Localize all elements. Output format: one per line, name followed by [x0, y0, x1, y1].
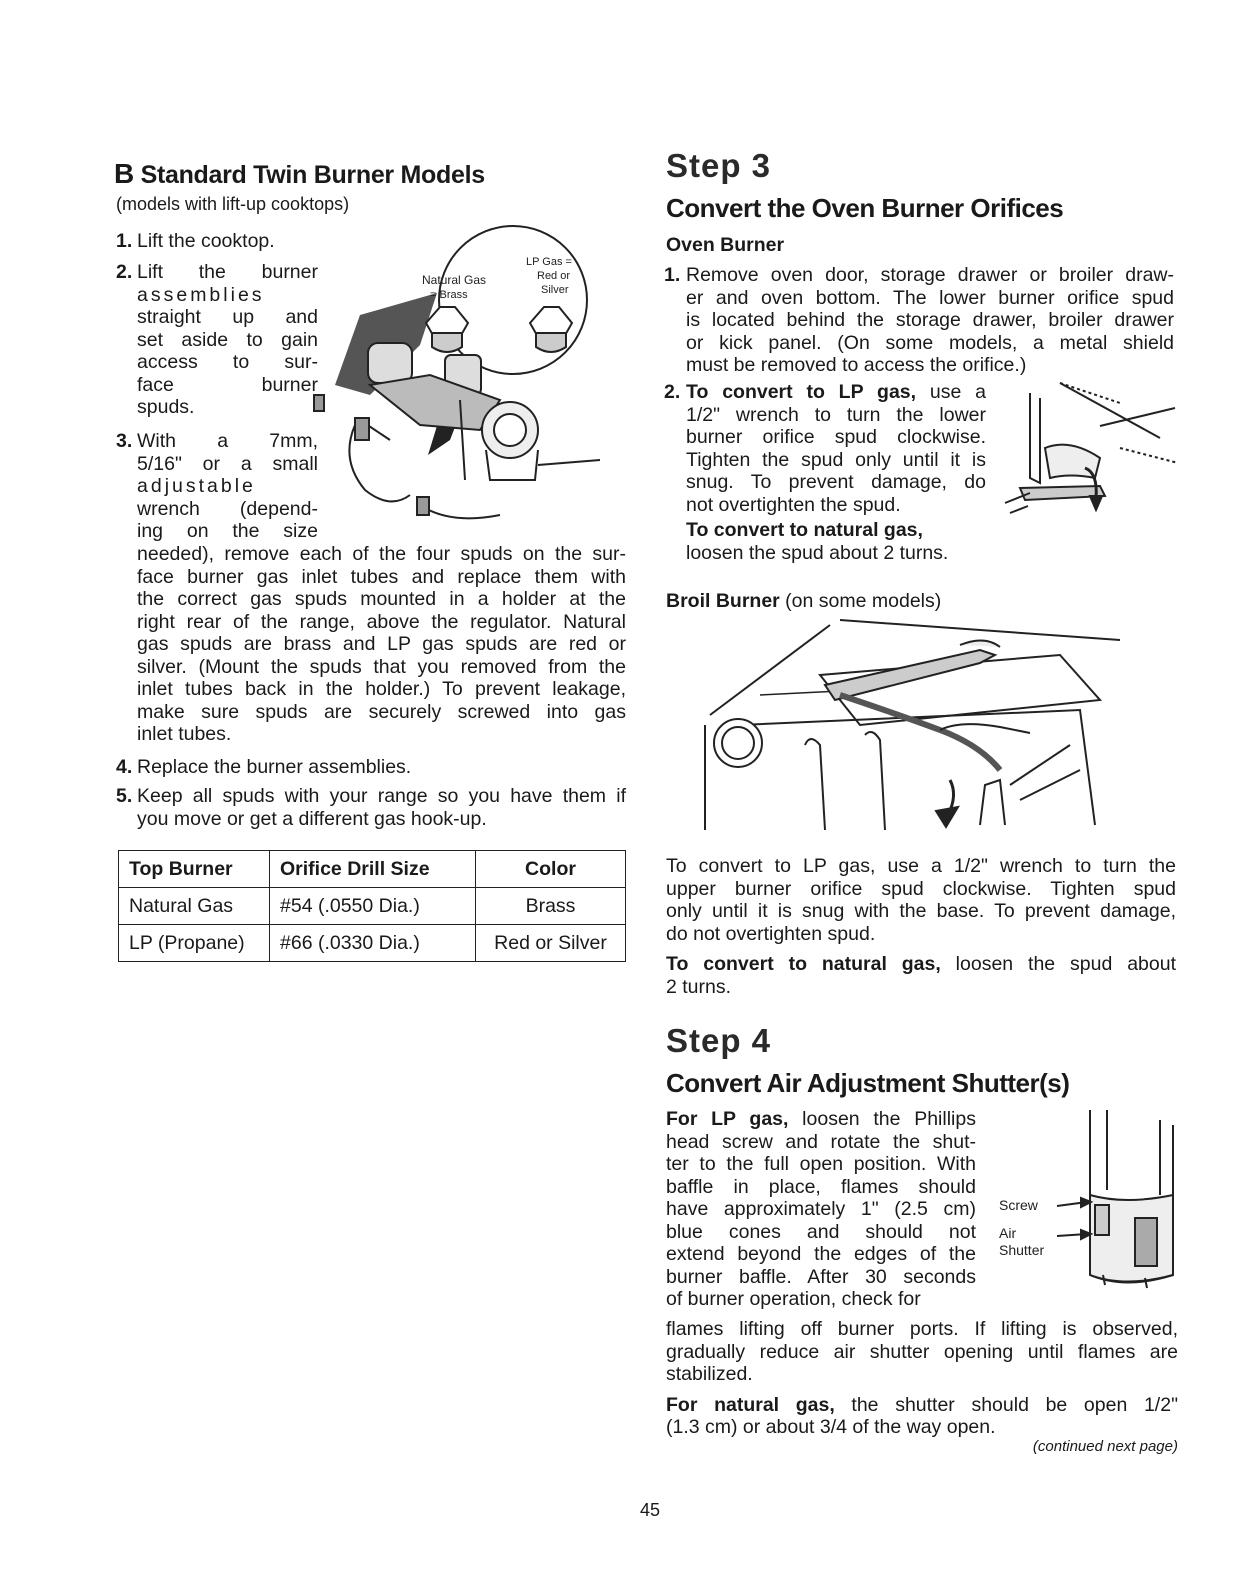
table-cell: #54 (.0550 Dia.) [270, 888, 476, 925]
step-text [137, 261, 318, 419]
broil-heading-bold: Broil Burner [666, 590, 780, 612]
broil-burner-diagram [700, 615, 1120, 835]
text-line: is located behind the storage drawer, broiler drawer [686, 309, 1174, 331]
text-fragment: loosen the spud about [940, 953, 1176, 975]
text-line: spuds. [137, 396, 195, 418]
text-line: burner orifice spud clockwise. [686, 426, 986, 448]
step-text [137, 430, 318, 543]
text-line: baffle in place, flames should [666, 1175, 976, 1198]
text-line: assemblies [137, 283, 265, 306]
table-cell: Red or Silver [476, 925, 626, 962]
text-line: must be removed to access the orifice.) [686, 354, 1027, 376]
step-item-3 [116, 430, 316, 545]
section-heading [114, 158, 485, 190]
lp-instruction-bold: To convert to LP gas, [686, 381, 917, 403]
step-text [137, 785, 626, 830]
table-header: Color [476, 851, 626, 888]
text-line: gradually reduce air shutter opening until flames are [666, 1340, 1178, 1363]
step-item-5 [116, 785, 626, 835]
text-line: head screw and rotate the shut- [666, 1130, 976, 1153]
text-line: Tighten the spud only until it is [686, 448, 986, 471]
step-text [686, 381, 986, 564]
text-fragment: loosen the Phillips [788, 1108, 976, 1130]
step-3-title: Step 3 [666, 147, 772, 184]
burner-spud-diagram [300, 225, 630, 535]
lower-orifice-diagram [1000, 378, 1180, 523]
text-line: straight up and [137, 306, 318, 328]
section-subtitle: (models with lift-up cooktops) [116, 194, 350, 214]
text-line: not overtighten the spud. [686, 493, 901, 516]
text-line: Remove oven door, storage drawer or broiler draw- [686, 264, 1174, 286]
text-line: face burner [137, 373, 318, 396]
air-shutter-diagram [995, 1110, 1180, 1290]
text-line: stabilized. [666, 1363, 753, 1385]
text-fragment: the shutter should be open 1/2" [834, 1393, 1178, 1416]
text-line: snug. To prevent damage, do [686, 471, 986, 493]
step-number: 2. [664, 381, 681, 403]
section-title: Standard Twin Burner Models [140, 161, 485, 189]
text-line: flames lifting off burner ports. If lifting is observed, [666, 1318, 1178, 1340]
natural-gas-bold: For natural gas, [666, 1393, 835, 1416]
table-header: Top Burner [119, 851, 270, 888]
text-line: wrench (depend- [137, 497, 318, 520]
table-header-row [119, 851, 626, 888]
broil-burner-heading [666, 590, 941, 613]
text-line: do not overtighten spud. [666, 922, 876, 945]
text-line: To convert to LP gas, use a 1/2" wrench to turn the [666, 855, 1176, 877]
text-line: 1/2" wrench to turn the lower [686, 403, 986, 426]
step-text [686, 264, 1174, 377]
oven-step-1 [664, 264, 1174, 379]
silver-label: Silver [541, 284, 569, 296]
step-number: 3. [116, 430, 133, 452]
screw-label: Screw [999, 1197, 1038, 1213]
page-number: 45 [640, 1500, 661, 1520]
broil-instructions [666, 855, 1176, 998]
text-line: right rear of the range, above the regulator. Natural [137, 610, 626, 633]
brass-label: = Brass [430, 289, 468, 301]
lp-gas-bold: For LP gas, [666, 1108, 789, 1130]
text-line: (1.3 cm) or about 3/4 of the way open. [666, 1416, 996, 1438]
table-cell: #66 (.0330 Dia.) [270, 925, 476, 962]
text-line: inlet tubes back in the holder.) To prevent leakage, [137, 678, 626, 700]
table-cell: Natural Gas [119, 888, 270, 925]
air-label: Air [999, 1225, 1017, 1241]
text-line: have approximately 1" (2.5 cm) [666, 1198, 976, 1220]
section-letter: B [114, 158, 134, 189]
shutter-label: Shutter [999, 1242, 1045, 1258]
red-or-label: Red or [537, 270, 571, 282]
natural-gas-label: Natural Gas [422, 273, 487, 287]
text-line: or kick panel. (On some models, a metal shield [686, 331, 1174, 354]
step-4-lp-instructions [666, 1108, 976, 1311]
brass-spud-icon [426, 307, 468, 352]
table-cell: Brass [476, 888, 626, 925]
step-number: 5. [116, 785, 133, 807]
text-fragment: (on some models) [779, 590, 942, 612]
step-3-continuation [137, 543, 626, 746]
text-line: of burner operation, check for [666, 1288, 921, 1310]
step-number: 4. [116, 756, 133, 778]
step-number: 1. [116, 230, 133, 252]
text-fragment: use a [916, 381, 986, 403]
table-header: Orifice Drill Size [270, 851, 476, 888]
step-4-lp-continuation [666, 1318, 1178, 1439]
text-line: inlet tubes. [137, 723, 232, 745]
step-3-heading: Convert the Oven Burner Orifices [666, 193, 1064, 223]
text-line: With a 7mm, [137, 430, 318, 452]
text-line: er and oven bottom. The lower burner orifice spud [686, 286, 1174, 309]
oven-burner-heading: Oven Burner [666, 234, 785, 256]
table-cell: LP (Propane) [119, 925, 270, 962]
text-line: 2 turns. [666, 975, 732, 998]
step-text: Lift the cooktop. [137, 230, 275, 252]
broil-natural-bold: To convert to natural gas, [666, 953, 941, 975]
text-line: only until it is snug with the base. To prevent damage, [666, 900, 1176, 922]
text-line: the correct gas spuds mounted in a holder at the [137, 588, 626, 610]
text-line: blue cones and should not [666, 1220, 976, 1243]
step-item-4 [116, 756, 626, 780]
text-line: silver. (Mount the spuds that you removed from the [137, 655, 626, 678]
text-line: burner baffle. After 30 seconds [666, 1265, 976, 1288]
text-line: extend beyond the edges of the [666, 1243, 976, 1265]
lp-gas-label: LP Gas = [526, 256, 572, 268]
text-line: face burner gas inlet tubes and replace them with [137, 565, 626, 588]
step-number: 2. [116, 261, 133, 283]
orifice-spec-table [118, 850, 626, 962]
text-line: set aside to gain [137, 328, 318, 351]
step-item-2 [116, 261, 316, 421]
text-line: Lift the burner [137, 261, 318, 283]
text-line: needed), remove each of the four spuds on the sur- [137, 543, 626, 565]
text-line: adjustable [137, 475, 256, 497]
step-4-title: Step 4 [666, 1022, 772, 1059]
text-line: access to sur- [137, 351, 318, 373]
oven-step-2 [664, 381, 994, 571]
text-line: you move or get a different gas hook-up. [137, 807, 487, 830]
table-row [119, 925, 626, 962]
table-row [119, 888, 626, 925]
text-line: Keep all spuds with your range so you have them if [137, 785, 626, 807]
step-4-heading: Convert Air Adjustment Shutter(s) [666, 1068, 1070, 1098]
text-line: ter to the full open position. With [666, 1153, 976, 1175]
step-number: 1. [664, 264, 681, 286]
text-line: loosen the spud about 2 turns. [686, 541, 949, 564]
text-line: ing on the size [137, 520, 318, 542]
step-text: Replace the burner assemblies. [137, 756, 412, 778]
natural-instruction-bold: To convert to natural gas, [686, 519, 923, 541]
text-line: 5/16" or a small [137, 452, 318, 475]
text-line: make sure spuds are securely screwed into gas [137, 700, 626, 723]
continued-note: (continued next page) [1032, 1438, 1178, 1455]
text-line: gas spuds are brass and LP gas spuds are red or [137, 633, 626, 655]
text-line: upper burner orifice spud clockwise. Tighten spud [666, 877, 1176, 900]
